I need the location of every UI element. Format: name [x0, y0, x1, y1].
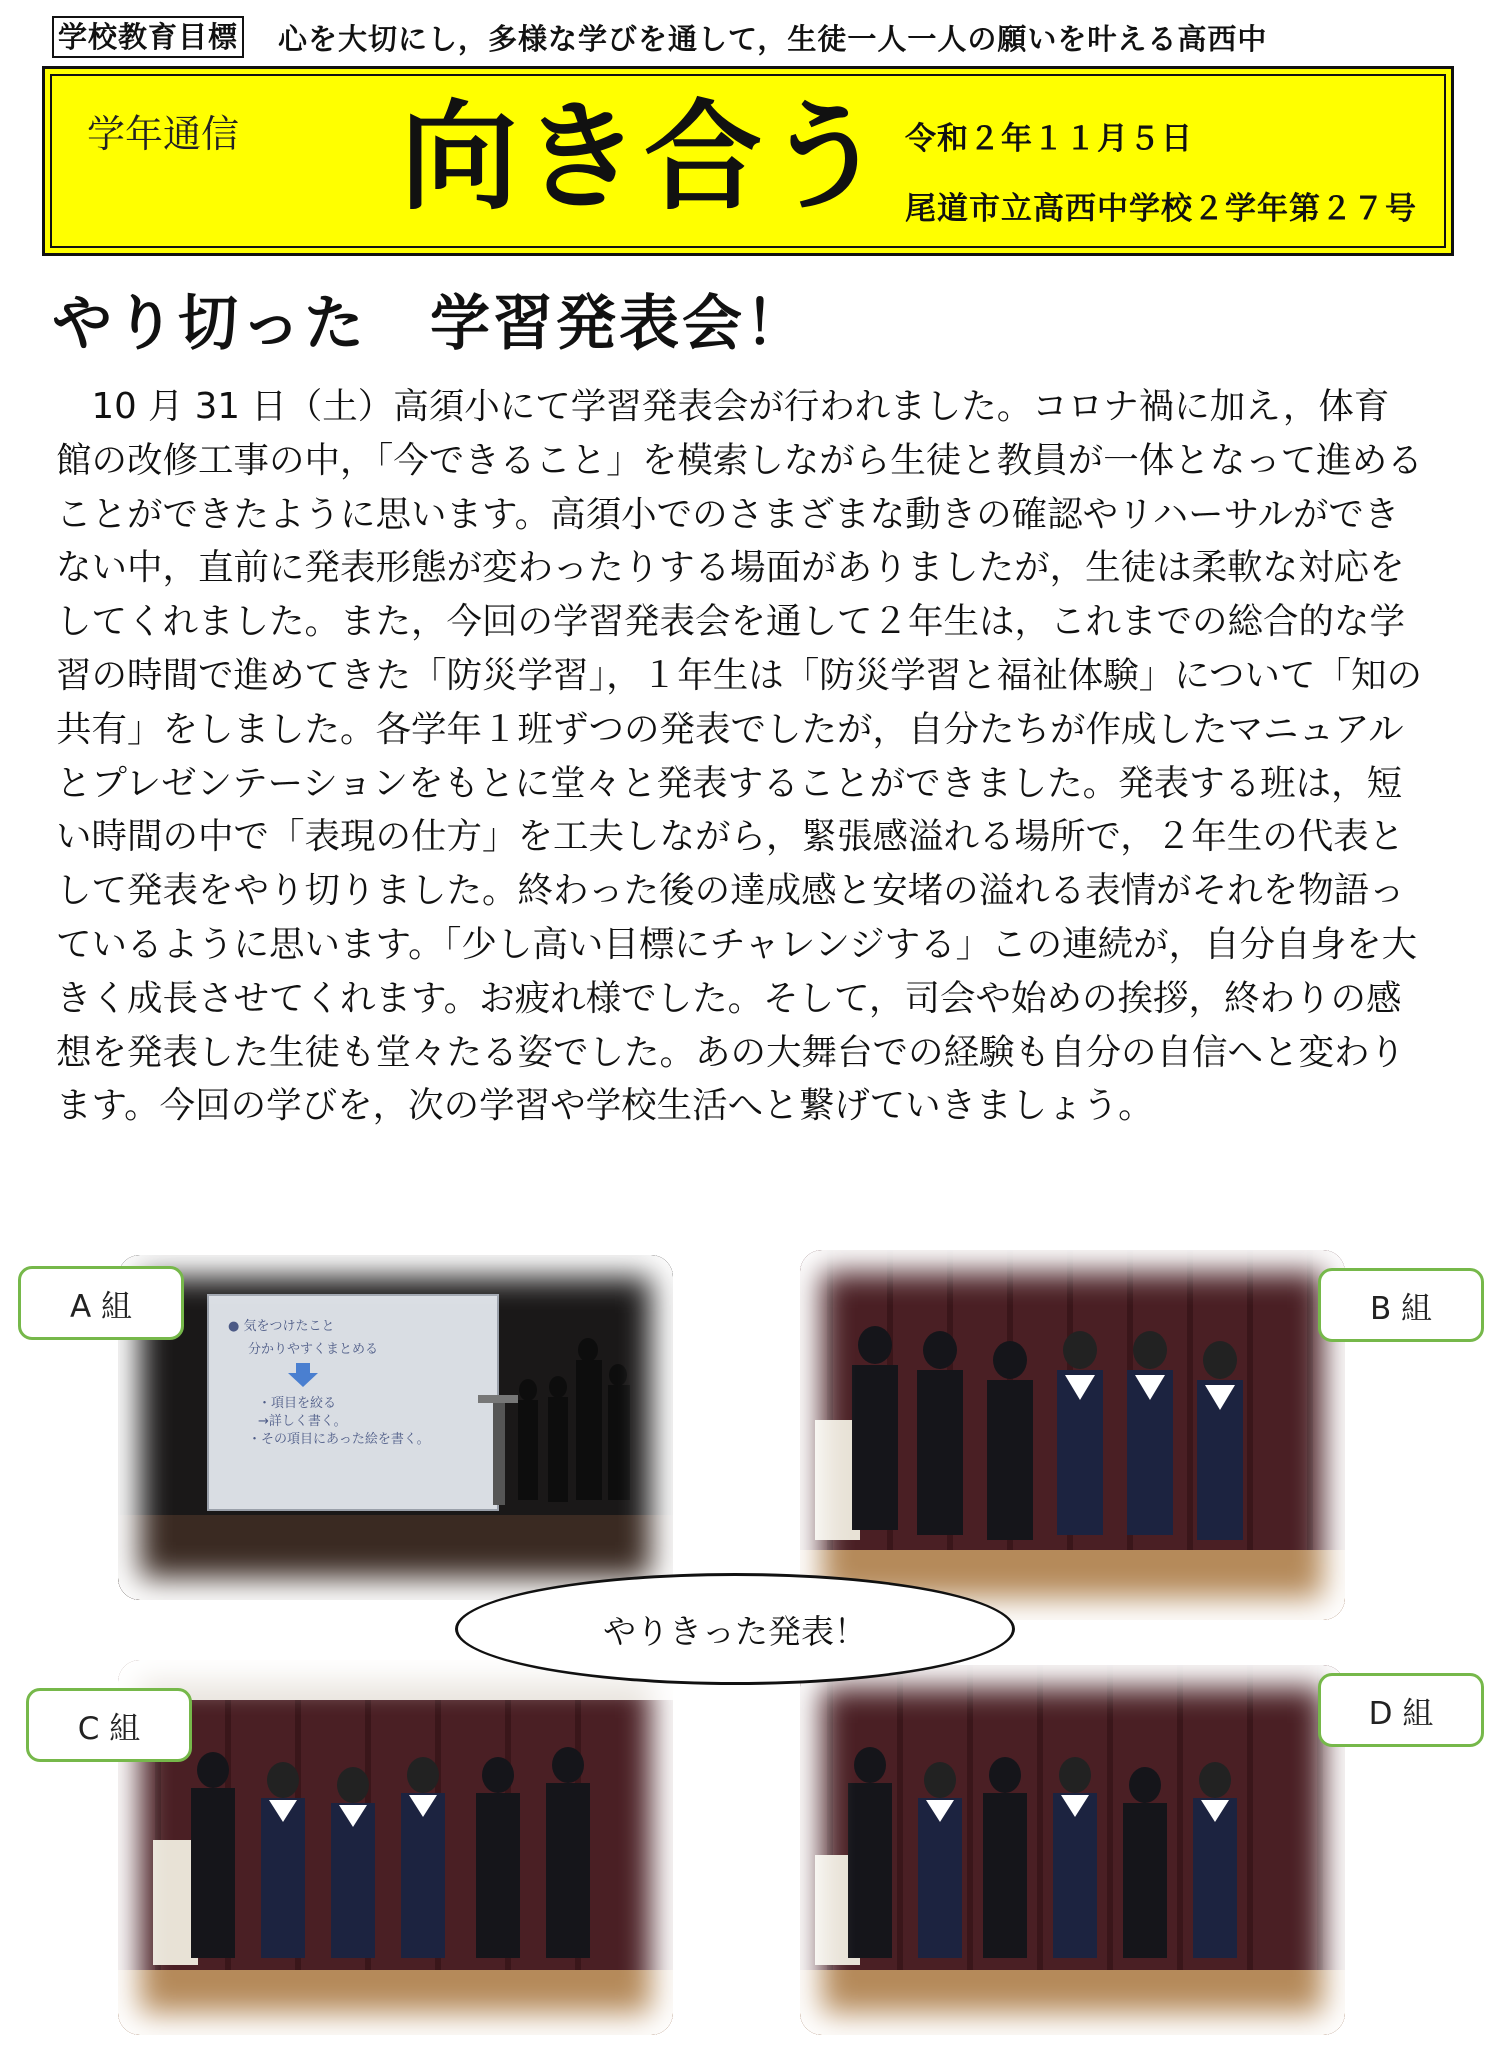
newsletter-title: 向き合う [400, 88, 889, 226]
issue-number: 尾道市立高西中学校２学年第２７号 [905, 191, 1417, 227]
school-motto [52, 16, 1267, 58]
photo-vignette [118, 1255, 673, 1600]
article-line: ます。今回の学びを，次の学習や学校生活へと繋げていきましょう。 [56, 1085, 1154, 1127]
slide-line: →詳しく書く。 [258, 1414, 347, 1429]
issue-date: 令和２年１１月５日 [905, 121, 1193, 157]
photo-class-b [800, 1250, 1345, 1620]
article-line: ことができたように思います。高須小でのさまざまな動きの確認やリハーサルができ [56, 493, 1400, 535]
article-line: ているように思います。「少し高い目標にチャレンジする」この連続が，自分自身を大 [56, 923, 1418, 965]
motto-text: 心を大切にし，多様な学びを通して，生徒一人一人の願いを叶える高西中 [278, 21, 1268, 56]
article-line: い時間の中で「表現の仕方」を工夫しながら，緊張感溢れる場所で，２年生の代表と [56, 816, 1405, 858]
article-line: きく成長させてくれます。お疲れ様でした。そして，司会や始めの挨拶，終わりの感 [56, 977, 1402, 1019]
photo-class-d [800, 1665, 1345, 2035]
article-line: 10 月 31 日（土）高須小にて学習発表会が行われました。コロナ禍に加え，体育 [56, 386, 1390, 427]
slide-line: ● 気をつけたこと [228, 1319, 335, 1334]
article-line: 習の時間で進めてきた「防災学習」，１年生は「防災学習と福祉体験」について「知の [56, 654, 1423, 696]
article-body [56, 380, 1496, 1133]
slide-line: ・項目を絞る [258, 1396, 337, 1411]
motto-label: 学校教育目標 [52, 16, 244, 58]
newsletter-type: 学年通信 [87, 112, 240, 156]
label-class-a: A 組 [18, 1266, 184, 1340]
photo-vignette [800, 1665, 1345, 2035]
photo-vignette [118, 1660, 673, 2035]
label-class-c: C 組 [26, 1688, 192, 1762]
label-class-d: D 組 [1318, 1673, 1484, 1747]
newsletter-banner [42, 66, 1454, 256]
article-line: 館の改修工事の中，「今できること」を模索しながら生徒と教員が一体となって進める [56, 439, 1423, 481]
article-line: とプレゼンテーションをもとに堂々と発表することができました。発表する班は，短 [56, 762, 1403, 804]
caption-bubble: やりきった発表！ [455, 1573, 1015, 1685]
article-line: 共有」をしました。各学年１班ずつの発表でしたが，自分たちが作成したマニュアル [56, 708, 1404, 750]
article-headline: やり切った 学習発表会！ [52, 289, 808, 359]
article-line: してくれました。また，今回の学習発表会を通して２年生は，これまでの総合的な学 [56, 601, 1406, 643]
article-line: して発表をやり切りました。終わった後の達成感と安堵の溢れる表情がそれを物語っ [56, 870, 1405, 912]
article-line: ない中，直前に発表形態が変わったりする場面がありましたが，生徒は柔軟な対応を [56, 547, 1405, 589]
photo-class-c [118, 1660, 673, 2035]
slide-line: 分かりやすくまとめる [248, 1342, 379, 1357]
slide-line: ・その項目にあった絵を書く。 [248, 1432, 430, 1447]
article-line: 想を発表した生徒も堂々たる姿でした。あの大舞台での経験も自分の自信へと変わり [56, 1031, 1406, 1073]
label-class-b: B 組 [1318, 1268, 1484, 1342]
photo-class-a [118, 1255, 673, 1600]
photo-vignette [800, 1250, 1345, 1620]
